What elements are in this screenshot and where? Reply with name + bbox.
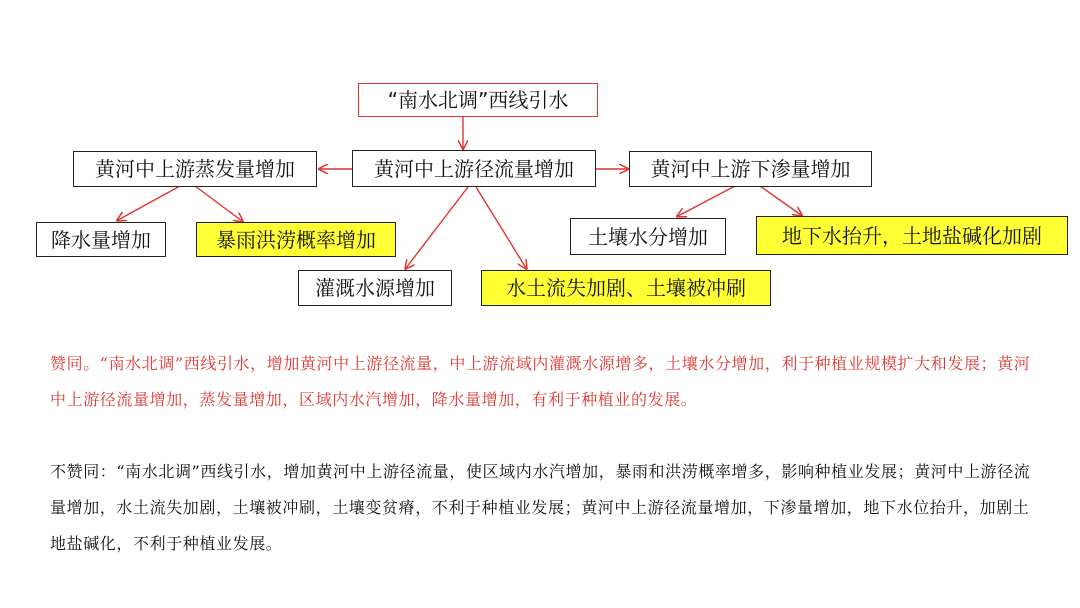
- node-soil-moisture: 土壤水分增加: [570, 218, 726, 255]
- arrow-left-to-flood: [195, 186, 242, 221]
- arrow-left-to-rainfall: [118, 186, 180, 220]
- arrow-right-to-soil-moisture: [678, 186, 735, 216]
- arrow-right-to-salinization: [760, 186, 801, 215]
- node-rainfall: 降水量增加: [36, 222, 166, 257]
- node-erosion: 水土流失加剧、土壤被冲刷: [481, 270, 771, 306]
- node-root: “南水北调”西线引水: [358, 83, 598, 117]
- node-left: 黄河中上游蒸发量增加: [73, 151, 317, 187]
- node-irrigation: 灌溉水源增加: [298, 270, 452, 306]
- agree-paragraph: 赞同。“南水北调”西线引水，增加黄河中上游径流量，中上游流域内灌溉水源增多，土壤水分增加，利于种植业规模扩大和发展；黄河中上游径流量增加，蒸发量增加，区域内水汽增加，降水量增加，有利于种植业的发展。: [50, 354, 1031, 409]
- disagree-paragraph: 不赞同：“南水北调”西线引水，增加黄河中上游径流量，使区域内水汽增加，暴雨和洪涝概率增多，影响种植业发展；黄河中上游径流量增加，水土流失加剧，土壤被冲刷，土壤变贫瘠，不利于种植业发展；黄河中上游径流量增加，下渗量增加，地下水位抬升，加剧土地盐碱化，不利于种植业发展。: [50, 462, 1031, 553]
- node-right: 黄河中上游下渗量增加: [629, 151, 872, 187]
- node-salinization: 地下水抬升，土地盐碱化加剧: [756, 216, 1068, 255]
- node-center: 黄河中上游径流量增加: [352, 150, 596, 187]
- arrow-center-to-erosion: [476, 187, 526, 268]
- node-flood: 暴雨洪涝概率增加: [196, 222, 396, 257]
- arrow-center-to-irrigation: [406, 187, 468, 268]
